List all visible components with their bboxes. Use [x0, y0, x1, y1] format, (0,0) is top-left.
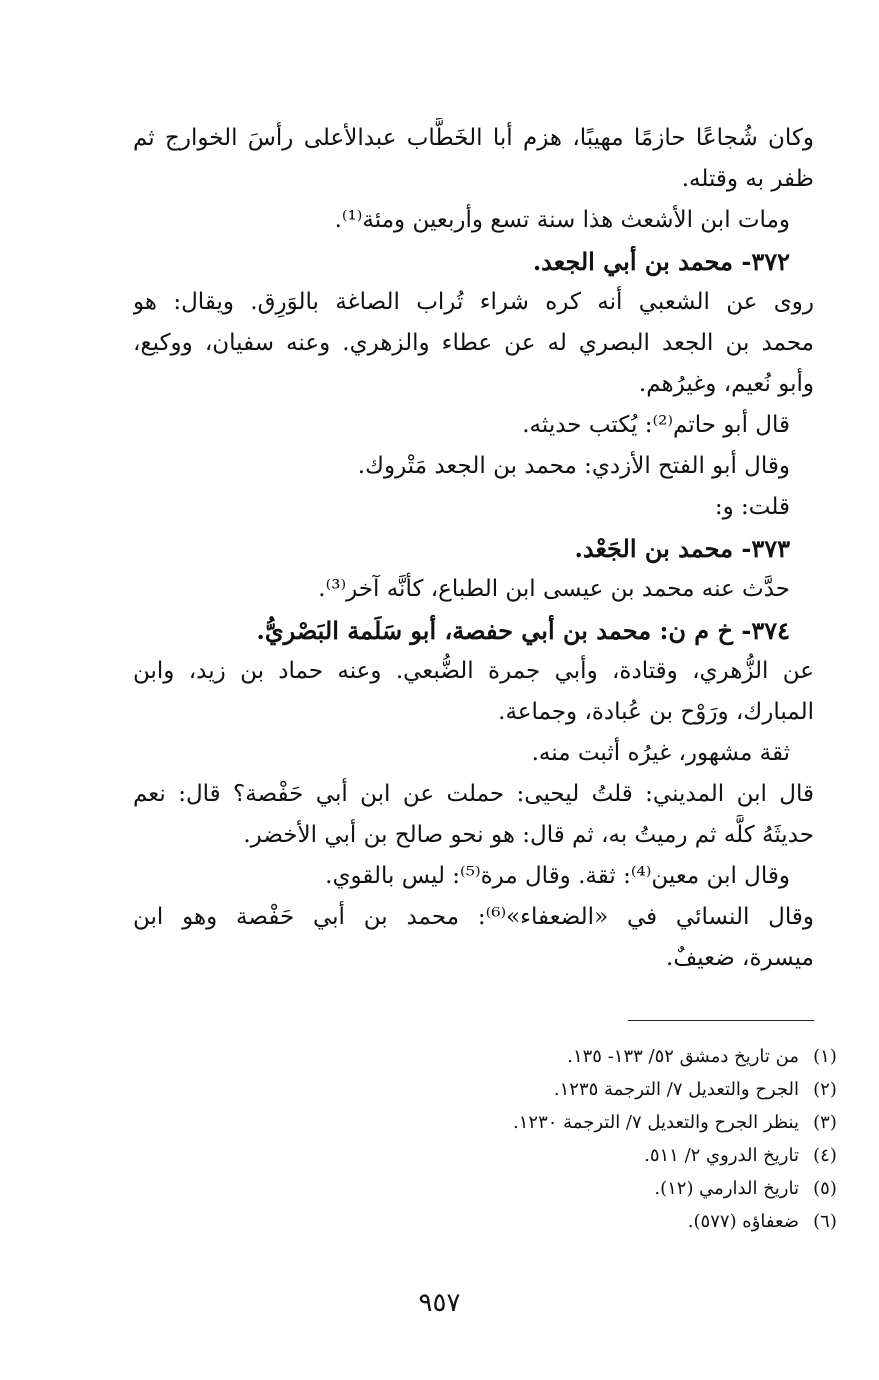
footnote-number: (٤): [813, 1145, 837, 1166]
footnote-text: ينظر الجرح والتعديل ٧/ الترجمة ١٢٣٠.: [513, 1112, 799, 1133]
footnotes: [200, 1040, 851, 1238]
footnote-item: [200, 1172, 851, 1205]
footnote-item: [200, 1205, 851, 1238]
footnote-text: من تاريخ دمشق ٥٢/ ١٣٣- ١٣٥.: [567, 1046, 799, 1067]
text-line: عن الزُّهري، وقتادة، وأبي جمرة الضُّبعي. وعنه حماد بن زيد، وابن: [133, 658, 814, 684]
footnote-text: الجرح والتعديل ٧/ الترجمة ١٢٣٥.: [553, 1079, 799, 1100]
main-text: [133, 118, 814, 979]
text-line: حدَّث عنه محمد بن عيسى ابن الطباع، كأنَّه آخر⁽³⁾.: [318, 576, 790, 602]
text-line: ميسرة، ضعيفٌ.: [666, 945, 814, 971]
text-line: وكان شُجاعًا حازمًا مهيبًا، هزم أبا الخَطَّاب عبدالأعلى رأسَ الخوارج ثم: [133, 125, 814, 151]
entry-heading: ٣٧٤- خ م ن: محمد بن أبي حفصة، أبو سَلَمة البَصْريُّ.: [256, 616, 790, 645]
footnote-item: [200, 1106, 851, 1139]
entry-heading: ٣٧٢- محمد بن أبي الجعد.: [532, 247, 790, 276]
text-line: وقال أبو الفتح الأزدي: محمد بن الجعد مَتْروك.: [357, 453, 790, 479]
footnote-item: [200, 1073, 851, 1106]
text-line: المبارك، ورَوْح بن عُبادة، وجماعة.: [498, 699, 814, 725]
footnote-number: (٢): [813, 1079, 837, 1100]
text-line: وقال ابن معين⁽⁴⁾: ثقة. وقال مرة⁽⁵⁾: ليس بالقوي.: [325, 863, 790, 889]
footnote-text: تاريخ الدارمي (١٢).: [654, 1178, 799, 1199]
text-line: ثقة مشهور، غيرُه أثبت منه.: [531, 740, 790, 766]
page-number: ٩٥٧: [418, 1288, 461, 1318]
footnote-text: ضعفاؤه (٥٧٧).: [687, 1211, 799, 1232]
text-line: قال أبو حاتم⁽²⁾: يُكتب حديثه.: [522, 412, 790, 438]
text-line: روى عن الشعبي أنه كره شراء تُراب الصاغة بالوَرِق. ويقال: هو: [133, 289, 814, 315]
text-line: قلت: و:: [714, 494, 790, 520]
entry-heading: ٣٧٣- محمد بن الجَعْد.: [574, 534, 790, 563]
text-line: ظفر به وقتله.: [681, 166, 814, 192]
text-line: حديثَهُ كلَّه ثم رميتُ به، ثم قال: هو نحو صالح بن أبي الأخضر.: [243, 822, 814, 848]
text-line: محمد بن الجعد البصري له عن عطاء والزهري. وعنه سفيان، ووكيع،: [133, 330, 814, 356]
footnote-number: (٣): [813, 1112, 837, 1133]
footnote-number: (٥): [813, 1178, 837, 1199]
text-line: قال ابن المديني: قلتُ ليحيى: حملت عن ابن أبي حَفْصة؟ قال: نعم: [133, 781, 814, 807]
footnote-item: [200, 1139, 851, 1172]
footnote-separator: [628, 1020, 814, 1021]
footnote-number: (٦): [813, 1211, 837, 1232]
text-line: وقال النسائي في «الضعفاء»⁽⁶⁾: محمد بن أبي حَفْصة وهو ابن: [133, 904, 814, 930]
footnote-item: [200, 1040, 851, 1073]
footnote-text: تاريخ الدروي ٢/ ٥١١.: [644, 1145, 799, 1166]
footnote-number: (١): [813, 1046, 837, 1067]
text-line: ومات ابن الأشعث هذا سنة تسع وأربعين ومئة⁽¹⁾.: [334, 207, 790, 233]
text-line: وأبو نُعيم، وغيرُهم.: [638, 371, 814, 397]
